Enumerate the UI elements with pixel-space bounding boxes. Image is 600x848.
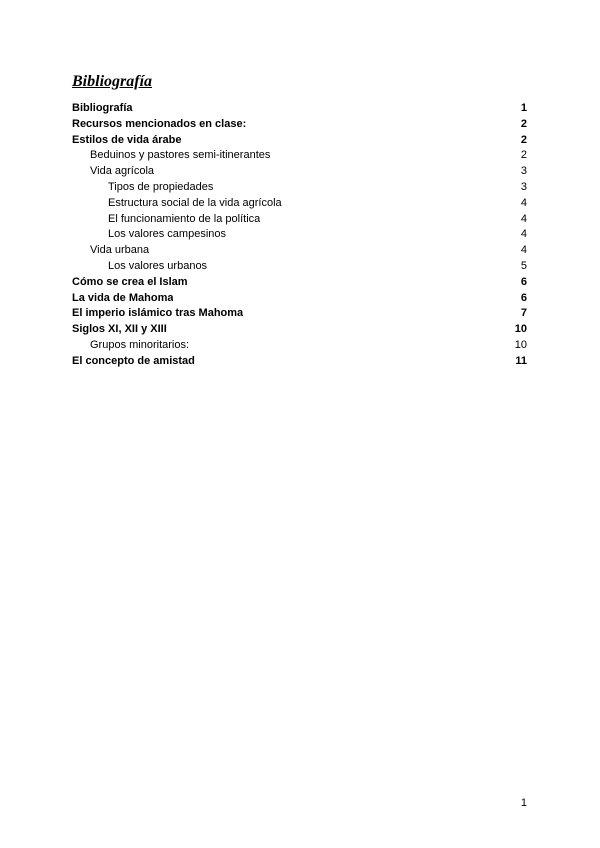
toc-entry-label: Los valores campesinos bbox=[108, 228, 227, 241]
toc-entry-page: 1 bbox=[520, 102, 527, 114]
toc-entry-page: 3 bbox=[520, 165, 527, 178]
toc-heading: Bibliografía bbox=[72, 73, 153, 90]
toc-entry-estilos-vida[interactable] bbox=[72, 133, 527, 149]
toc-entry-label: Grupos minoritarios: bbox=[90, 338, 190, 351]
table-of-contents bbox=[72, 101, 527, 370]
toc-entry-label: Estructura social de la vida agrícola bbox=[108, 196, 282, 209]
toc-entry-siglos[interactable] bbox=[72, 322, 527, 338]
toc-entry-funcionamiento-politica[interactable] bbox=[72, 212, 527, 228]
toc-entry-page: 2 bbox=[520, 117, 527, 130]
toc-entry-recursos[interactable] bbox=[72, 117, 527, 133]
toc-entry-label: Vida urbana bbox=[90, 244, 150, 257]
toc-entry-page: 4 bbox=[520, 196, 527, 209]
toc-entry-label: La vida de Mahoma bbox=[72, 291, 174, 304]
toc-entry-page: 10 bbox=[514, 338, 527, 351]
toc-entry-estructura-social[interactable] bbox=[72, 196, 527, 212]
toc-entry-label: Bibliografía bbox=[72, 102, 133, 114]
toc-entry-label: Siglos XI, XII y XIII bbox=[72, 323, 167, 336]
toc-entry-label: Cómo se crea el Islam bbox=[72, 275, 188, 288]
toc-entry-grupos-minoritarios[interactable] bbox=[72, 338, 527, 354]
toc-entry-label: Recursos mencionados en clase: bbox=[72, 117, 247, 130]
toc-entry-label: El funcionamiento de la política bbox=[108, 212, 261, 225]
toc-entry-page: 10 bbox=[514, 323, 527, 336]
toc-entry-page: 6 bbox=[520, 275, 527, 288]
toc-entry-page: 3 bbox=[520, 180, 527, 193]
toc-entry-tipos-propiedades[interactable] bbox=[72, 180, 527, 196]
toc-entry-concepto-amistad[interactable] bbox=[72, 354, 527, 370]
toc-entry-vida-agricola[interactable] bbox=[72, 164, 527, 180]
toc-entry-beduinos[interactable] bbox=[72, 148, 527, 164]
toc-entry-label: Estilos de vida árabe bbox=[72, 133, 182, 146]
toc-entry-vida-mahoma[interactable] bbox=[72, 291, 527, 307]
page-number: 1 bbox=[520, 797, 527, 809]
toc-entry-vida-urbana[interactable] bbox=[72, 243, 527, 259]
toc-entry-bibliografia[interactable] bbox=[72, 101, 527, 117]
toc-entry-page: 4 bbox=[520, 244, 527, 257]
toc-entry-page: 11 bbox=[515, 354, 527, 367]
toc-entry-como-se-crea-islam[interactable] bbox=[72, 275, 527, 291]
toc-entry-imperio-islamico[interactable] bbox=[72, 306, 527, 322]
toc-entry-valores-campesinos[interactable] bbox=[72, 227, 527, 243]
toc-entry-page: 7 bbox=[520, 307, 527, 320]
toc-entry-label: Tipos de propiedades bbox=[108, 180, 214, 193]
toc-entry-page: 5 bbox=[520, 259, 527, 272]
toc-entry-page: 4 bbox=[520, 212, 527, 225]
toc-entry-page: 4 bbox=[520, 228, 527, 241]
toc-entry-label: Los valores urbanos bbox=[108, 259, 208, 272]
toc-entry-label: Vida agrícola bbox=[90, 165, 155, 178]
toc-entry-label: El imperio islámico tras Mahoma bbox=[72, 307, 244, 320]
toc-entry-label: El concepto de amistad bbox=[72, 354, 195, 367]
toc-entry-page: 6 bbox=[520, 291, 527, 304]
toc-entry-label: Beduinos y pastores semi-itinerantes bbox=[90, 149, 271, 162]
toc-entry-page: 2 bbox=[520, 149, 527, 162]
toc-entry-page: 2 bbox=[520, 133, 527, 146]
toc-entry-valores-urbanos[interactable] bbox=[72, 259, 527, 275]
